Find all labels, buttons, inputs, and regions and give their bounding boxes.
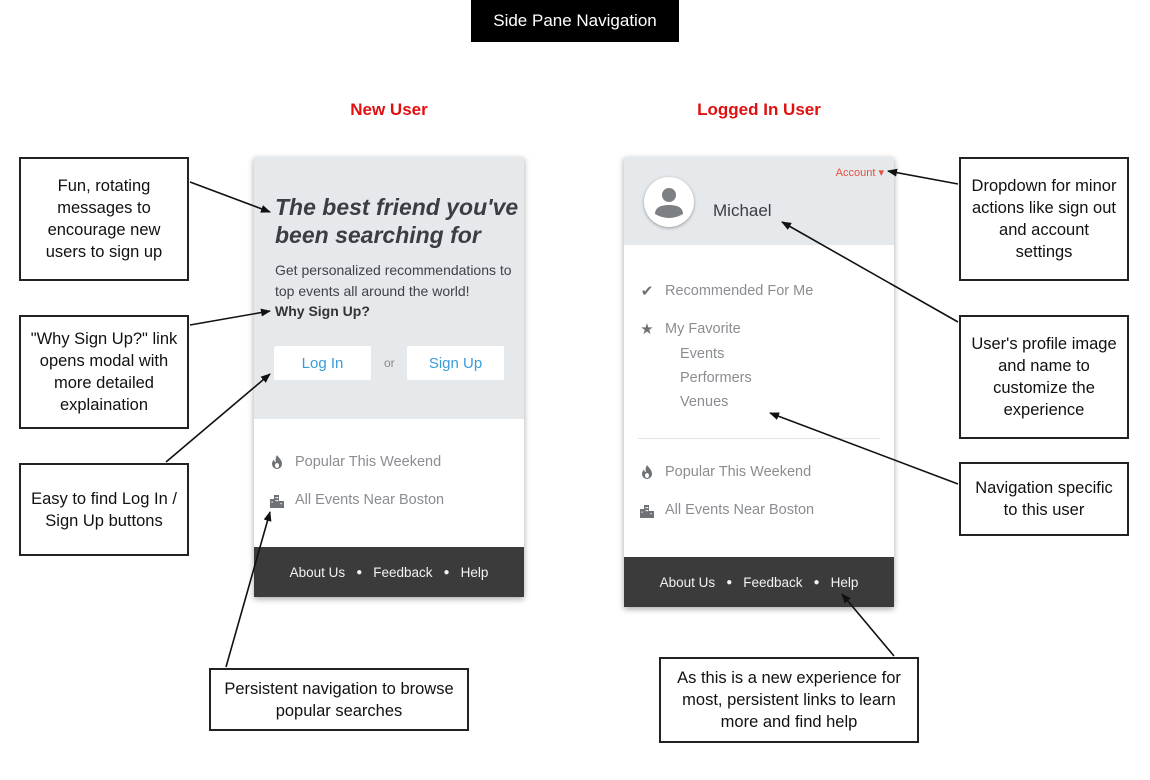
note-profile: User's profile image and name to customize the experience — [959, 315, 1129, 439]
sign-up-button[interactable]: Sign Up — [407, 346, 504, 380]
nav-label: Recommended For Me — [665, 283, 814, 299]
note-why-sign-up: "Why Sign Up?" link opens modal with more detailed explaination — [19, 315, 189, 429]
nav-label: Popular This Weekend — [665, 464, 812, 480]
nav-label: My Favorite — [665, 321, 741, 337]
help-link[interactable]: Help — [830, 574, 859, 590]
arrow-rotating — [190, 182, 270, 212]
caret-down-icon: ▾ — [878, 167, 884, 179]
nav-label: Popular This Weekend — [295, 454, 442, 470]
about-us-link[interactable]: About Us — [289, 564, 346, 580]
hero-text: Get personalized recommendations to top events all around the world! — [275, 262, 512, 299]
section-label-logged-in-user: Logged In User — [697, 100, 821, 119]
arrow-why — [190, 311, 270, 325]
note-user-navigation: Navigation specific to this user — [959, 462, 1129, 536]
help-link[interactable]: Help — [460, 564, 489, 580]
bullet: ● — [813, 576, 820, 588]
bullet: ● — [356, 566, 363, 578]
or-label: or — [384, 356, 395, 370]
account-label: Account — [835, 167, 876, 179]
note-persistent-links: As this is a new experience for most, persistent links to learn more and find help — [659, 657, 919, 743]
arrow-persistent-nav — [226, 512, 270, 667]
section-label-new-user: New User — [350, 100, 428, 119]
nav-label: All Events Near Boston — [295, 492, 445, 508]
arrow-profile — [782, 222, 958, 322]
nav-favorite-events[interactable]: Events — [680, 346, 725, 362]
page-title: Side Pane Navigation — [471, 0, 679, 42]
feedback-link[interactable]: Feedback — [743, 574, 803, 590]
checkmark-icon: ✔ — [640, 283, 654, 300]
note-account-dropdown: Dropdown for minor actions like sign out and account settings — [959, 157, 1129, 281]
arrow-user-nav — [770, 413, 958, 484]
feedback-link[interactable]: Feedback — [373, 564, 433, 580]
note-login-signup-buttons: Easy to find Log In / Sign Up buttons — [19, 463, 189, 556]
user-name: Michael — [713, 201, 772, 220]
star-icon: ★ — [640, 321, 654, 338]
note-persistent-navigation: Persistent navigation to browse popular searches — [209, 668, 469, 731]
log-in-button[interactable]: Log In — [274, 346, 371, 380]
why-sign-up-link[interactable]: Why Sign Up? — [275, 303, 370, 319]
arrow-footer-links — [842, 594, 894, 656]
nav-favorite-venues[interactable]: Venues — [680, 394, 729, 410]
bullet: ● — [443, 566, 450, 578]
hero-title: The best friend you've been searching for — [275, 194, 519, 248]
nav-favorite-performers[interactable]: Performers — [680, 370, 752, 386]
note-rotating-messages: Fun, rotating messages to encourage new users to sign up — [19, 157, 189, 281]
nav-label: All Events Near Boston — [665, 502, 815, 518]
arrow-buttons — [166, 374, 270, 462]
about-us-link[interactable]: About Us — [659, 574, 716, 590]
arrow-dropdown — [888, 171, 958, 184]
bullet: ● — [726, 576, 733, 588]
